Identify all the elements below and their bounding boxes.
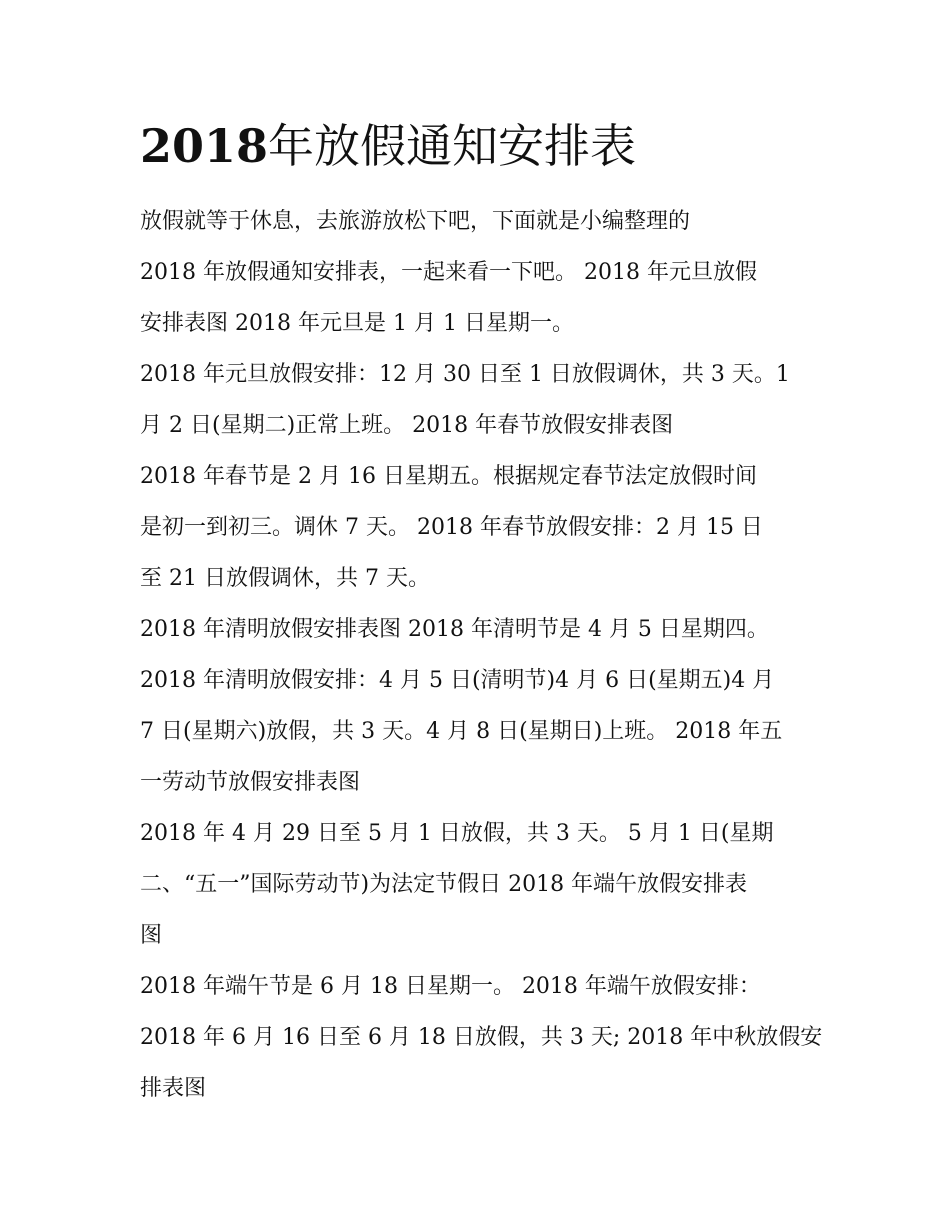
- text-line: 2018 年端午节是 6 月 18 日星期一。 2018 年端午放假安排：: [140, 974, 761, 999]
- text-line: 2018 年元旦放假安排：12 月 30 日至 1 日放假调休，共 3 天。1: [140, 362, 790, 387]
- title-text: 年放假通知安排表: [268, 119, 637, 173]
- text-line: 是初一到初三。调休 7 天。 2018 年春节放假安排：2 月 15 日: [140, 515, 763, 540]
- text-line: 一劳动节放假安排表图: [140, 770, 361, 795]
- text-line: 放假就等于休息，去旅游放松下吧，下面就是小编整理的: [140, 209, 691, 234]
- text-line: 至 21 日放假调休，共 7 天。: [140, 566, 430, 591]
- text-line: 月 2 日(星期二)正常上班。 2018 年春节放假安排表图: [140, 413, 674, 438]
- text-line: 安排表图 2018 年元旦是 1 月 1 日星期一。: [140, 311, 574, 336]
- text-line: 二、“五一”国际劳动节)为法定节假日 2018 年端午放假安排表: [140, 872, 748, 897]
- document-title: [140, 116, 636, 176]
- text-line: 2018 年春节是 2 月 16 日星期五。根据规定春节法定放假时间: [140, 464, 757, 489]
- text-line: 2018 年清明放假安排表图 2018 年清明节是 4 月 5 日星期四。: [140, 617, 769, 642]
- document-body: [140, 196, 823, 1114]
- text-line: 图: [140, 923, 163, 948]
- text-line: 2018 年 6 月 16 日至 6 月 18 日放假，共 3 天; 2018 年中秋放假安: [140, 1025, 823, 1050]
- title-year: 2018: [140, 119, 269, 173]
- text-line: 排表图: [140, 1076, 207, 1101]
- text-line: 2018 年清明放假安排：4 月 5 日(清明节)4 月 6 日(星期五)4 月: [140, 668, 775, 693]
- text-line: 2018 年放假通知安排表，一起来看一下吧。 2018 年元旦放假: [140, 260, 757, 285]
- text-line: 7 日(星期六)放假，共 3 天。4 月 8 日(星期日)上班。 2018 年五: [140, 719, 783, 744]
- text-line: 2018 年 4 月 29 日至 5 月 1 日放假，共 3 天。 5 月 1 日(星期: [140, 821, 774, 846]
